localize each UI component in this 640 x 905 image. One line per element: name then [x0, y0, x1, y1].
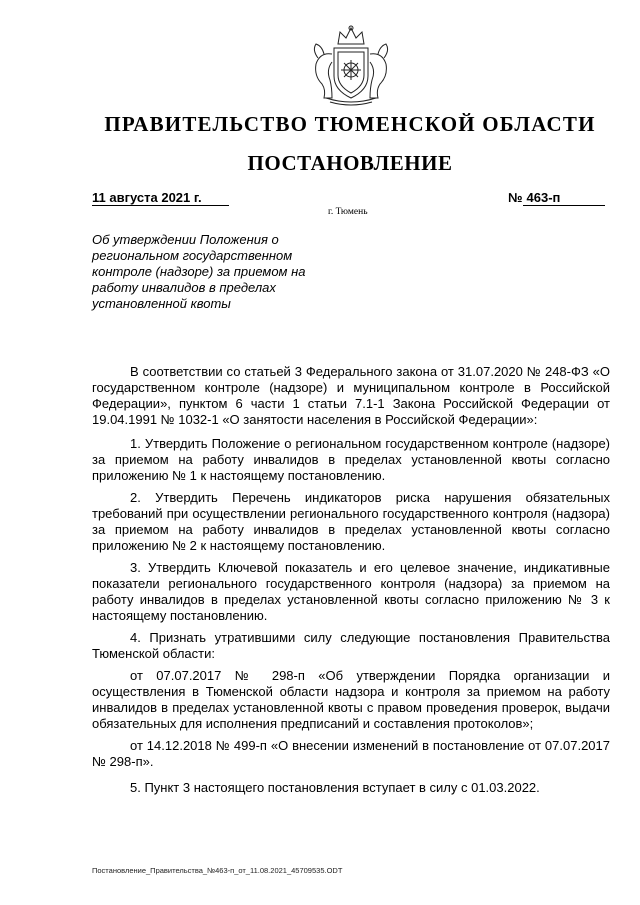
coat-of-arms-icon — [296, 24, 406, 108]
document-number-line — [508, 190, 605, 206]
document-body — [92, 364, 610, 802]
footer-filename: Постановление_Правительства_№463-п_от_11.08.2021_45709535.ODT — [92, 866, 343, 875]
item-2-paragraph: 2. Утвердить Перечень индикаторов риска нарушения обязательных требований при осуществлении регионального государственного контроля (надзора) за приемом на работу инвалидов в пределах установленной квоты согласно приложению № 2 к настоящему постановлению. — [92, 490, 610, 553]
government-title: ПРАВИТЕЛЬСТВО ТЮМЕНСКОЙ ОБЛАСТИ — [104, 112, 596, 136]
item-3-paragraph: 3. Утвердить Ключевой показатель и его целевое значение, индикативные показатели регионального государственного контроля (надзора) за приемом на работу инвалидов в пределах установленной квоты согласно приложению № 3 к настоящему постановлению. — [92, 560, 610, 623]
document-city: г. Тюмень — [328, 207, 368, 217]
document-date: 11 августа 2021 г. — [92, 190, 229, 206]
item-1-paragraph: 1. Утвердить Положение о региональном государственном контроле (надзоре) за приемом на работу инвалидов в пределах установленной квоты согласно приложению № 1 к настоящему постановлению. — [92, 436, 610, 483]
item-5-paragraph: 5. Пункт 3 настоящего постановления вступает в силу с 01.03.2022. — [130, 780, 540, 795]
item-4-sub-2-paragraph: от 14.12.2018 № 499-п «О внесении изменений в постановление от 07.07.2017 № 298-п». — [92, 738, 610, 769]
document-subject: Об утверждении Положения о региональном государственном контроле (надзоре) за приемом на работу инвалидов в пределах установленной квоты — [92, 232, 306, 311]
number-sign: № — [508, 190, 523, 205]
document-type: ПОСТАНОВЛЕНИЕ — [247, 151, 453, 175]
item-4-paragraph: 4. Признать утратившими силу следующие постановления Правительства Тюменской области: — [92, 630, 610, 661]
item-4-sub-1-paragraph: от 07.07.2017 № 298-п «Об утверждении Порядка организации и осуществления в Тюменской области надзора и контроля за приемом на работу инвалидов в пределах установленной квоты с правом проведения проверок, выдачи обязательных для исполнения предписаний и составления протоколов»; — [92, 668, 610, 731]
preamble-paragraph: В соответствии со статьей 3 Федерального закона от 31.07.2020 № 248-ФЗ «О государственном контроле (надзоре) и муниципальном контроле в Российской Федерации», пунктом 6 части 1 статьи 7.1-1 Закона Российской Федерации от 19.04.1991 № 1032-1 «О занятости населения в Российской Федерации»: — [92, 364, 610, 427]
document-number: 463-п — [523, 190, 605, 206]
